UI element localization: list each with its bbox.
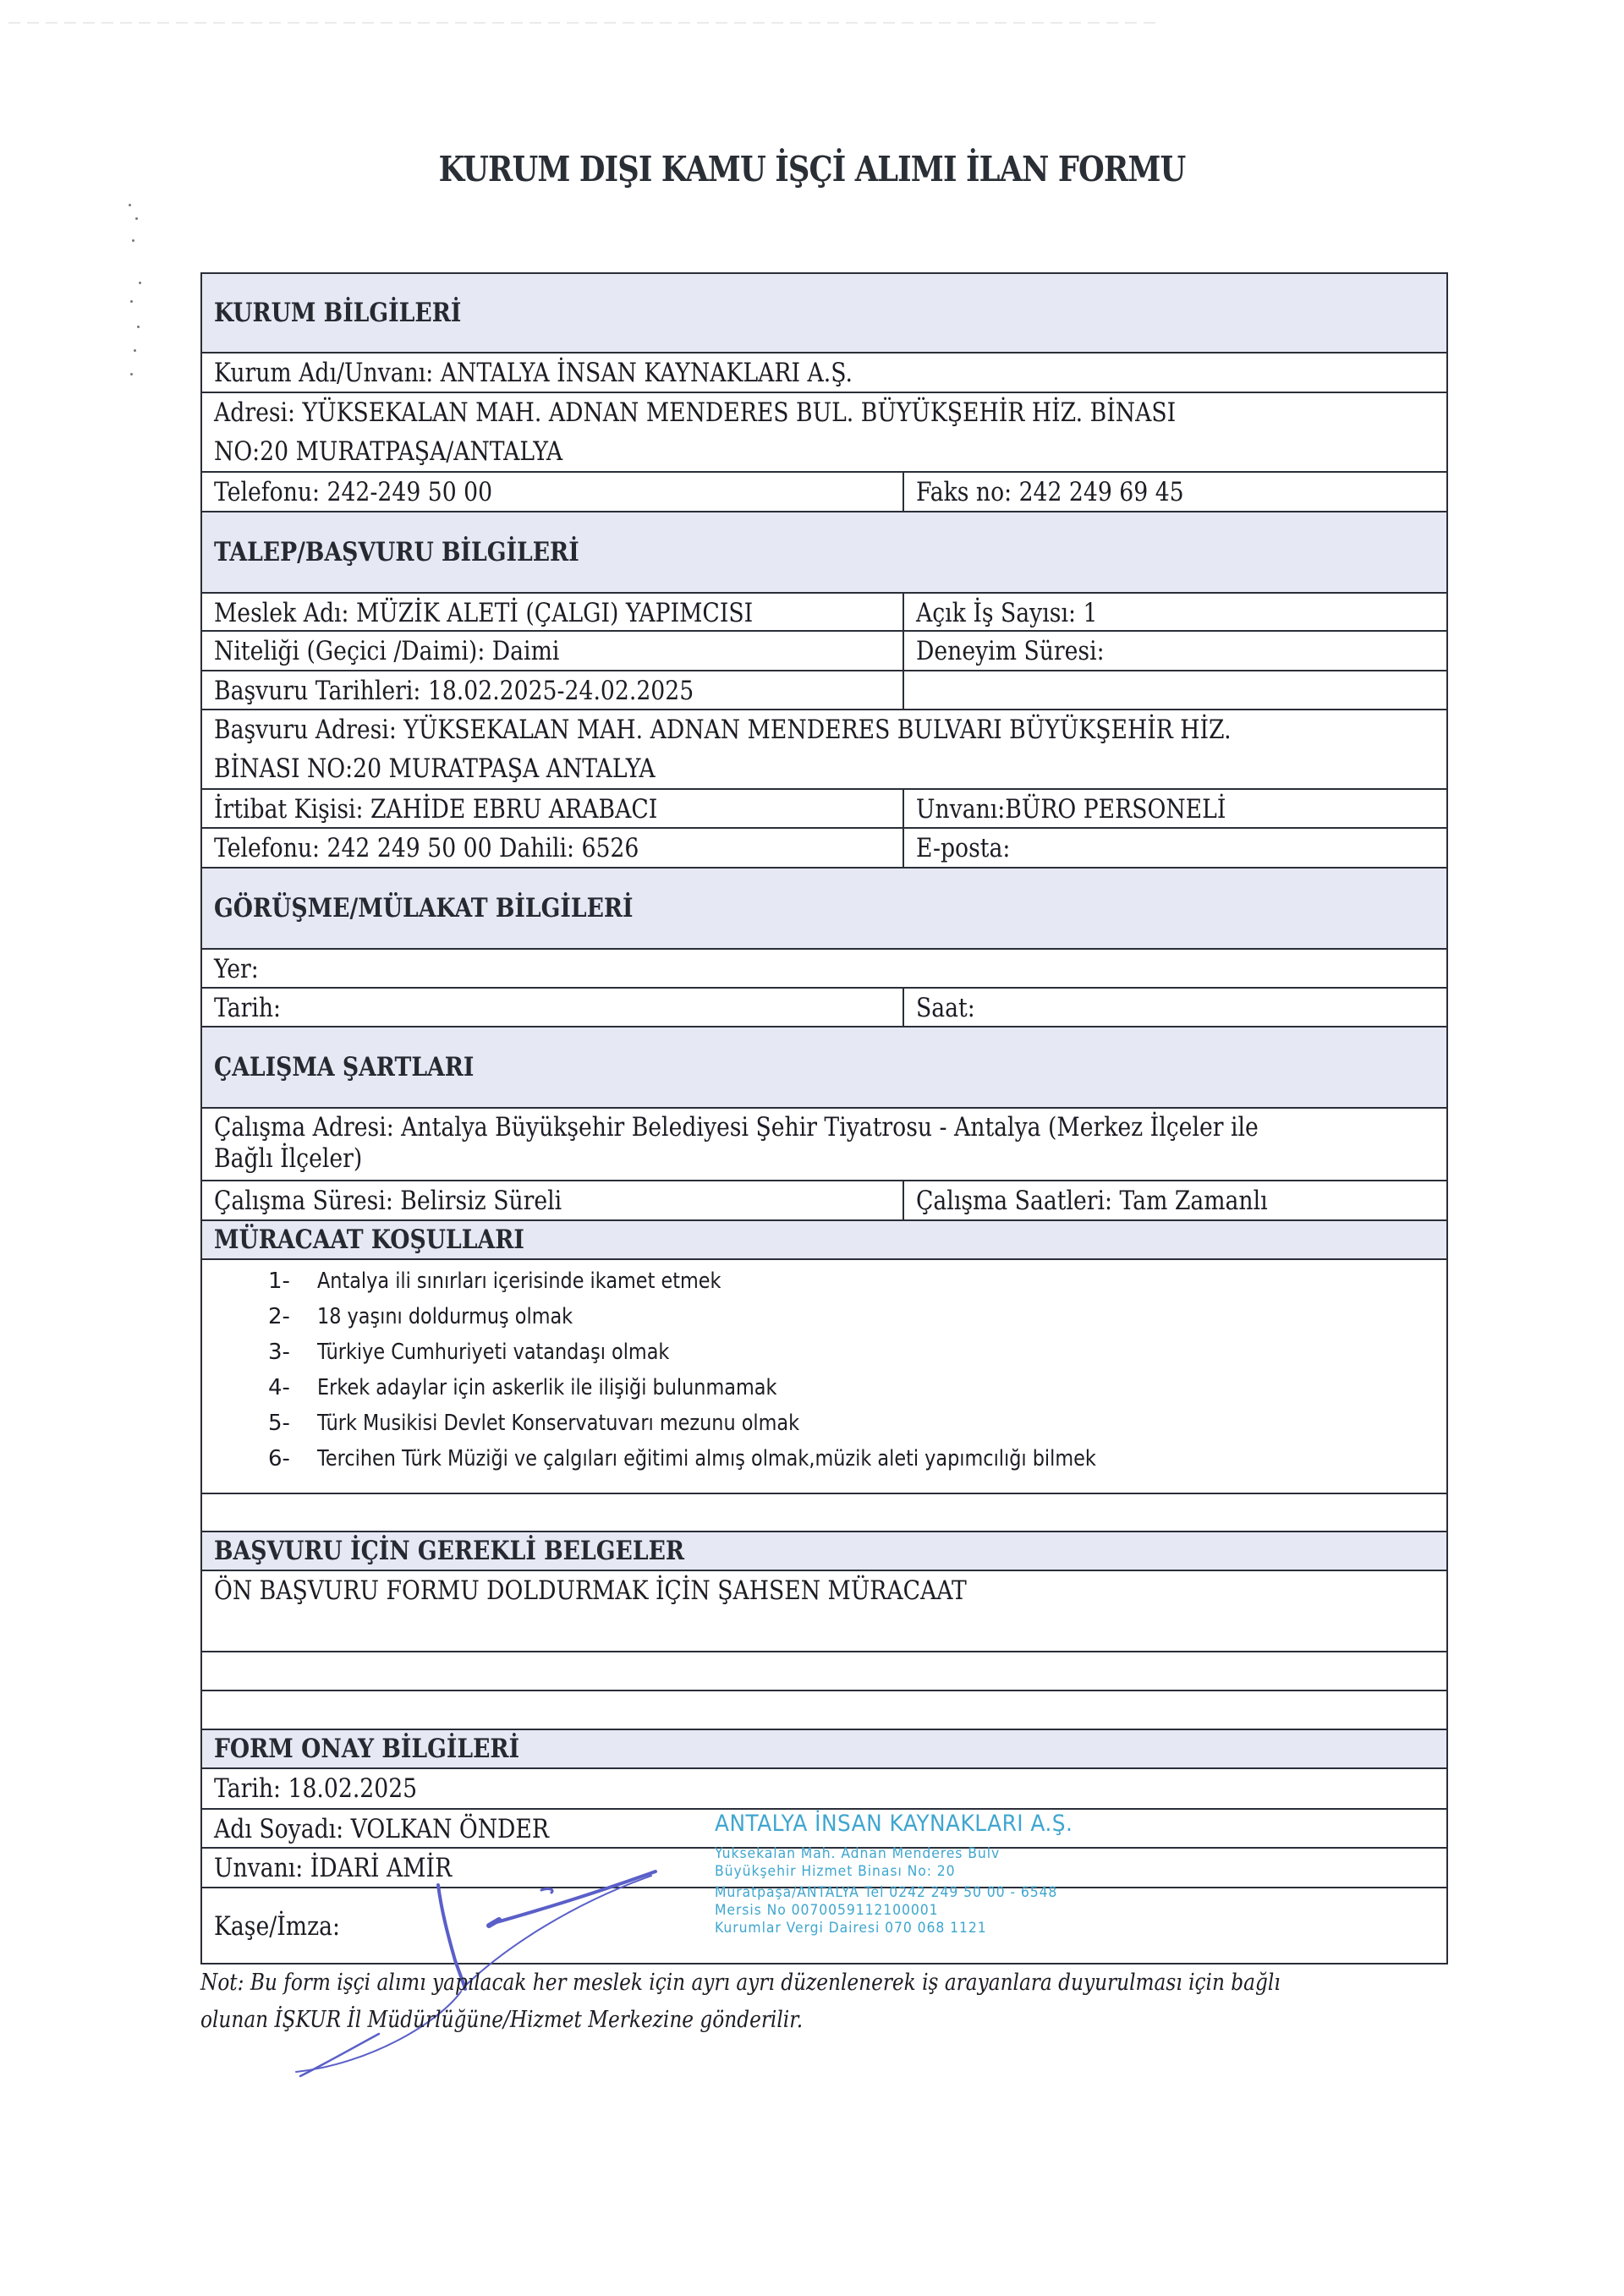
empty-row bbox=[202, 1494, 1446, 1532]
field-kurum-telefon bbox=[202, 473, 904, 511]
section-title: BAŞVURU İÇİN GEREKLİ BELGELER bbox=[214, 1536, 685, 1566]
footnote-line: Not: Bu form işçi alımı yapılacak her meslek için ayrı ayrı düzenlenerek iş arayanlara duyurulması için bağlı bbox=[200, 1970, 1281, 1996]
stamp-line: Büyükşehir Hizmet Binası No: 20 bbox=[715, 1863, 956, 1880]
list-item bbox=[202, 1299, 1446, 1334]
field-meslek bbox=[202, 594, 904, 630]
field-text: Faks no: 242 249 69 45 bbox=[916, 477, 1184, 507]
field-basvuru-tarihleri bbox=[202, 671, 904, 709]
field-onay-tarih bbox=[202, 1769, 1446, 1810]
field-text: Telefonu: 242-249 50 00 bbox=[214, 477, 493, 507]
field-gorusme-tarih bbox=[202, 989, 904, 1026]
list-number: 2- bbox=[268, 1304, 290, 1329]
section-title: KURUM BİLGİLERİ bbox=[214, 298, 462, 328]
field-text: Çalışma Adresi: Antalya Büyükşehir Belediyesi Şehir Tiyatrosu - Antalya (Merkez İlçeler ile bbox=[214, 1112, 1259, 1143]
empty-row bbox=[202, 1652, 1446, 1691]
field-text: Bağlı İlçeler) bbox=[214, 1143, 363, 1174]
field-text: Kurum Adı/Unvanı: ANTALYA İNSAN KAYNAKLARI A.Ş. bbox=[214, 358, 853, 388]
section-header-kurum bbox=[202, 274, 1446, 353]
row-meslek bbox=[202, 594, 1446, 632]
row-irtibat-iletisim bbox=[202, 829, 1446, 869]
field-irtibat-telefon bbox=[202, 829, 904, 867]
list-number: 5- bbox=[268, 1411, 290, 1436]
field-text: Açık İş Sayısı: 1 bbox=[916, 598, 1098, 628]
section-header-muracaat bbox=[202, 1221, 1446, 1260]
stamp-line: Muratpaşa/ANTALYA Tel 0242 249 50 00 - 6548 bbox=[715, 1884, 1058, 1901]
field-text: ÖN BAŞVURU FORMU DOLDURMAK İÇİN ŞAHSEN MÜRACAAT bbox=[214, 1575, 967, 1606]
field-text: Başvuru Tarihleri: 18.02.2025-24.02.2025 bbox=[214, 676, 694, 706]
field-text: E-posta: bbox=[916, 833, 1011, 863]
document-title: KURUM DIŞI KAMU İŞÇİ ALIMI İLAN FORMU bbox=[438, 149, 1186, 189]
list-text: Tercihen Türk Müziği ve çalgıları eğitimi almış olmak,müzik aleti yapımcılığı bilmek bbox=[317, 1446, 1096, 1471]
field-calisma-suresi bbox=[202, 1181, 904, 1219]
field-text: İrtibat Kişisi: ZAHİDE EBRU ARABACI bbox=[214, 794, 658, 825]
list-number: 1- bbox=[268, 1269, 290, 1294]
row-gorusme-tarih-saat bbox=[202, 989, 1446, 1027]
field-text: Unvanı:BÜRO PERSONELİ bbox=[916, 794, 1226, 825]
footnote bbox=[200, 1964, 1452, 2039]
field-acik-is bbox=[904, 594, 1446, 630]
field-basvuru-adresi bbox=[202, 710, 1446, 790]
row-kurum-telefon-faks bbox=[202, 473, 1446, 512]
field-kurum-faks bbox=[904, 473, 1446, 511]
stamp-line: Kurumlar Vergi Dairesi 070 068 1121 bbox=[715, 1920, 987, 1937]
row-basvuru-tarihleri bbox=[202, 671, 1446, 710]
list-item bbox=[202, 1406, 1446, 1441]
field-gorusme-saat bbox=[904, 989, 1446, 1026]
field-text: Telefonu: 242 249 50 00 Dahili: 6526 bbox=[214, 833, 639, 863]
field-calisma-saatleri bbox=[904, 1181, 1446, 1219]
list-text: Antalya ili sınırları içerisinde ikamet etmek bbox=[317, 1269, 721, 1294]
field-irtibat-unvan bbox=[904, 790, 1446, 827]
field-text: Çalışma Süresi: Belirsiz Süreli bbox=[214, 1186, 562, 1216]
field-text: NO:20 MURATPAŞA/ANTALYA bbox=[214, 436, 563, 467]
field-text: Niteliği (Geçici /Daimi): Daimi bbox=[214, 636, 560, 666]
company-stamp bbox=[715, 1810, 1121, 1937]
empty-row bbox=[202, 1691, 1446, 1730]
row-calisma-sure-saat bbox=[202, 1181, 1446, 1221]
stamp-line: Mersis No 0070059112100001 bbox=[715, 1902, 939, 1919]
field-belgeler bbox=[202, 1571, 1446, 1652]
list-text: Erkek adaylar için askerlik ile ilişiği bulunmamak bbox=[317, 1375, 777, 1400]
field-deneyim bbox=[904, 632, 1446, 670]
list-item bbox=[202, 1370, 1446, 1406]
section-title: GÖRÜŞME/MÜLAKAT BİLGİLERİ bbox=[214, 893, 634, 923]
list-number: 4- bbox=[268, 1375, 290, 1400]
list-item bbox=[202, 1334, 1446, 1370]
field-text: Deneyim Süresi: bbox=[916, 636, 1105, 666]
list-number: 3- bbox=[268, 1340, 290, 1365]
field-text: Adresi: YÜKSEKALAN MAH. ADNAN MENDERES BUL. BÜYÜKŞEHİR HİZ. BİNASI bbox=[214, 397, 1177, 428]
field-text: Kaşe/İmza: bbox=[214, 1911, 340, 1942]
section-header-gorusme bbox=[202, 869, 1446, 950]
section-title: FORM ONAY BİLGİLERİ bbox=[214, 1734, 520, 1764]
row-irtibat bbox=[202, 790, 1446, 829]
field-text: BİNASI NO:20 MURATPAŞA ANTALYA bbox=[214, 753, 656, 784]
list-text: Türk Musikisi Devlet Konservatuvarı mezunu olmak bbox=[317, 1411, 800, 1436]
section-title: MÜRACAAT KOŞULLARI bbox=[214, 1225, 524, 1255]
section-title: ÇALIŞMA ŞARTLARI bbox=[214, 1052, 475, 1082]
muracaat-list bbox=[202, 1260, 1446, 1494]
field-gorusme-yer bbox=[202, 950, 1446, 989]
section-header-belgeler bbox=[202, 1532, 1446, 1571]
field-text: Adı Soyadı: VOLKAN ÖNDER bbox=[214, 1814, 549, 1844]
list-item bbox=[202, 1441, 1446, 1477]
form-table bbox=[200, 272, 1448, 1964]
field-irtibat-kisisi bbox=[202, 790, 904, 827]
field-text: Tarih: bbox=[214, 993, 282, 1023]
field-kurum-adi bbox=[202, 353, 1446, 393]
field-nitelik bbox=[202, 632, 904, 670]
field-text: Saat: bbox=[916, 993, 975, 1023]
field-kurum-adres bbox=[202, 393, 1446, 473]
field-calisma-adresi bbox=[202, 1109, 1446, 1181]
footnote-line: olunan İŞKUR İl Müdürlüğüne/Hizmet Merkezine gönderilir. bbox=[200, 2007, 804, 2033]
field-text: Yer: bbox=[214, 954, 259, 984]
row-nitelik bbox=[202, 632, 1446, 671]
section-header-talep bbox=[202, 512, 1446, 594]
scan-artifact bbox=[8, 22, 1159, 24]
field-text: Unvanı: İDARİ AMİR bbox=[214, 1853, 453, 1883]
field-text: Meslek Adı: MÜZİK ALETİ (ÇALGI) YAPIMCISI bbox=[214, 598, 754, 628]
section-title: TALEP/BAŞVURU BİLGİLERİ bbox=[214, 537, 579, 567]
field-text: Tarih: 18.02.2025 bbox=[214, 1773, 418, 1804]
stamp-title: ANTALYA İNSAN KAYNAKLARI A.Ş. bbox=[715, 1811, 1073, 1837]
field-text: Çalışma Saatleri: Tam Zamanlı bbox=[916, 1186, 1268, 1216]
field-eposta bbox=[904, 829, 1446, 867]
stamp-line: Yuksekalan Mah. Adnan Menderes Bulv bbox=[715, 1845, 1001, 1862]
field-text: Başvuru Adresi: YÜKSEKALAN MAH. ADNAN MENDERES BULVARI BÜYÜKŞEHİR HİZ. bbox=[214, 715, 1232, 745]
scan-margin-marks bbox=[127, 199, 152, 381]
list-text: Türkiye Cumhuriyeti vatandaşı olmak bbox=[317, 1340, 670, 1365]
list-number: 6- bbox=[268, 1446, 290, 1471]
section-header-calisma bbox=[202, 1027, 1446, 1109]
section-header-onay bbox=[202, 1730, 1446, 1769]
list-item bbox=[202, 1263, 1446, 1299]
list-text: 18 yaşını doldurmuş olmak bbox=[317, 1304, 573, 1329]
